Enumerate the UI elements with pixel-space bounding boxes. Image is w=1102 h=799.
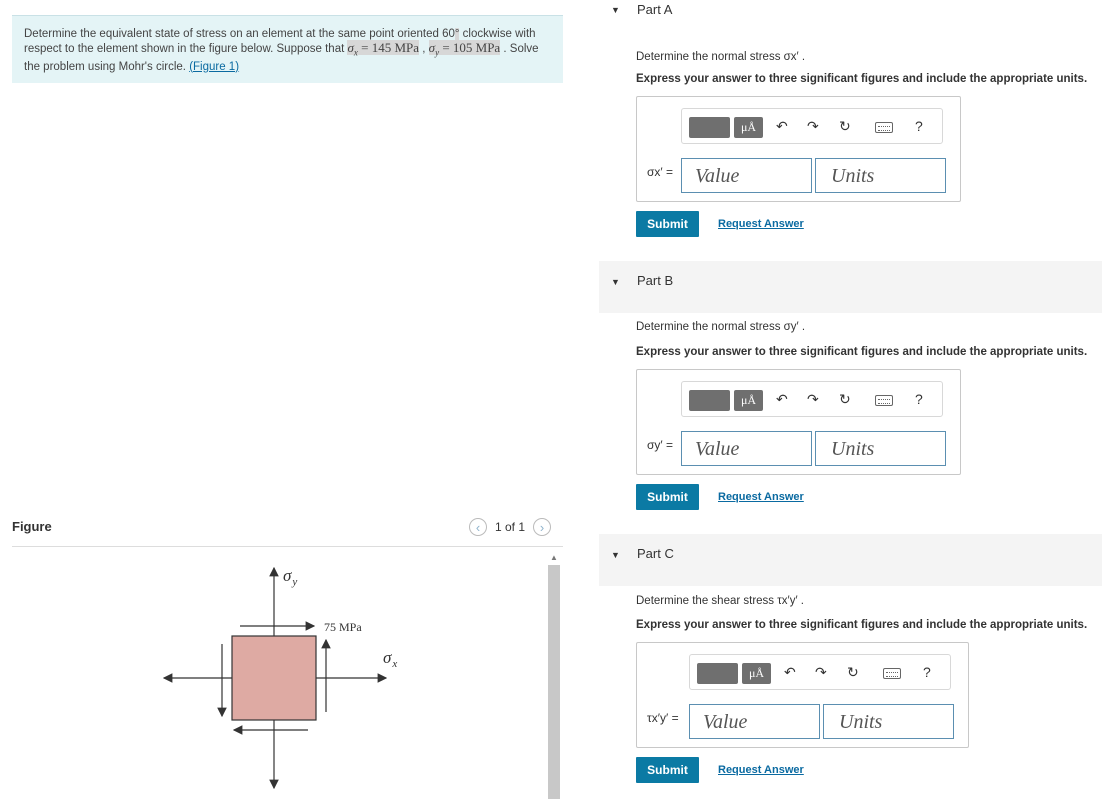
part-b-instruction: Express your answer to three significant figures and include the appropriate units. <box>636 346 1088 358</box>
stress-element <box>232 636 316 720</box>
units-button[interactable]: μÅ <box>742 663 771 684</box>
sigma-y-label: $\sigma_y$ <box>283 566 298 588</box>
part-b-question: Determine the normal stress σy′ . <box>636 321 806 333</box>
part-a-submit-button[interactable]: Submit <box>636 211 699 237</box>
problem-text-1: Determine the equivalent state of stress on an element at the same point oriented 60 <box>24 28 455 40</box>
templates-button[interactable] <box>689 117 730 138</box>
part-a-instruction: Express your answer to three significant figures and include the appropriate units. <box>636 73 1088 85</box>
part-b-request-answer-link[interactable]: Request Answer <box>718 491 804 503</box>
help-icon[interactable]: ? <box>915 118 923 134</box>
sigma-x-given: $\sigma_x = 145$ MPa <box>347 40 420 58</box>
part-c-submit-button[interactable]: Submit <box>636 757 699 783</box>
units-button[interactable]: μÅ <box>734 390 763 411</box>
figure-pager <box>469 518 551 536</box>
figure-scrollbar[interactable] <box>546 551 562 799</box>
part-a-request-answer-link[interactable]: Request Answer <box>718 218 804 230</box>
variable-label: σy′ = <box>647 438 673 452</box>
next-figure-button[interactable]: › <box>533 518 551 536</box>
variable-label: τx′y′ = <box>647 711 679 725</box>
problem-text-3: . Solve the problem using Mohr's circle. <box>24 43 539 73</box>
equation-toolbar <box>681 381 943 417</box>
units-button[interactable]: μÅ <box>734 117 763 138</box>
collapse-triangle-icon: ▼ <box>611 277 620 287</box>
degree-symbol: ° <box>454 28 460 40</box>
scroll-up-icon[interactable]: ▲ <box>550 553 558 562</box>
redo-icon[interactable]: ↷ <box>807 391 819 407</box>
templates-button[interactable] <box>689 390 730 411</box>
parts-panel <box>575 0 1102 799</box>
part-c-question: Determine the shear stress τx′y′ . <box>636 595 804 607</box>
figure-count: 1 of 1 <box>495 520 526 534</box>
redo-icon[interactable]: ↷ <box>815 664 827 680</box>
help-icon[interactable]: ? <box>915 391 923 407</box>
units-input[interactable]: Units <box>815 158 946 193</box>
equation-toolbar <box>681 108 943 144</box>
part-c-request-answer-link[interactable]: Request Answer <box>718 764 804 776</box>
part-a-question: Determine the normal stress σx′ . <box>636 51 806 63</box>
value-input[interactable]: Value <box>681 158 812 193</box>
undo-icon[interactable]: ↶ <box>784 664 796 680</box>
redo-icon[interactable]: ↷ <box>807 118 819 134</box>
figure-title: Figure <box>12 519 52 534</box>
figure-link[interactable]: (Figure 1) <box>189 60 240 73</box>
stress-element-figure <box>150 560 400 795</box>
keyboard-icon[interactable] <box>875 122 893 133</box>
sigma-x-label: $\sigma_x$ <box>383 648 398 670</box>
scroll-thumb[interactable] <box>548 565 560 799</box>
templates-button[interactable] <box>697 663 738 684</box>
help-icon[interactable]: ? <box>923 664 931 680</box>
reset-icon[interactable]: ↻ <box>839 118 851 134</box>
keyboard-icon[interactable] <box>883 668 901 679</box>
undo-icon[interactable]: ↶ <box>776 391 788 407</box>
reset-icon[interactable]: ↻ <box>847 664 859 680</box>
part-b-answer-box <box>636 369 961 475</box>
part-b-header[interactable]: ▼ Part B <box>599 261 1102 313</box>
problem-sep: , <box>419 43 429 55</box>
prev-figure-button[interactable]: ‹ <box>469 518 487 536</box>
variable-label: σx′ = <box>647 165 673 179</box>
reset-icon[interactable]: ↻ <box>839 391 851 407</box>
problem-statement <box>12 15 563 83</box>
problem-text-2: clockwise with respect to the element shown in the figure below. Suppose that <box>24 28 536 55</box>
figure-divider <box>12 546 563 547</box>
collapse-triangle-icon: ▼ <box>611 550 620 560</box>
keyboard-icon[interactable] <box>875 395 893 406</box>
units-input[interactable]: Units <box>815 431 946 466</box>
part-c-instruction: Express your answer to three significant figures and include the appropriate units. <box>636 619 1088 631</box>
units-input[interactable]: Units <box>823 704 954 739</box>
collapse-triangle-icon: ▼ <box>611 5 620 15</box>
part-a-header[interactable]: ▼ Part A <box>611 2 673 17</box>
part-b-submit-button[interactable]: Submit <box>636 484 699 510</box>
part-c-header[interactable]: ▼ Part C <box>599 534 1102 586</box>
value-input[interactable]: Value <box>689 704 820 739</box>
undo-icon[interactable]: ↶ <box>776 118 788 134</box>
part-c-answer-box <box>636 642 969 748</box>
shear-value-label: 75 MPa <box>324 620 362 634</box>
sigma-y-given: $\sigma_y = 105$ MPa <box>428 40 501 58</box>
part-a-answer-box <box>636 96 961 202</box>
equation-toolbar <box>689 654 951 690</box>
value-input[interactable]: Value <box>681 431 812 466</box>
